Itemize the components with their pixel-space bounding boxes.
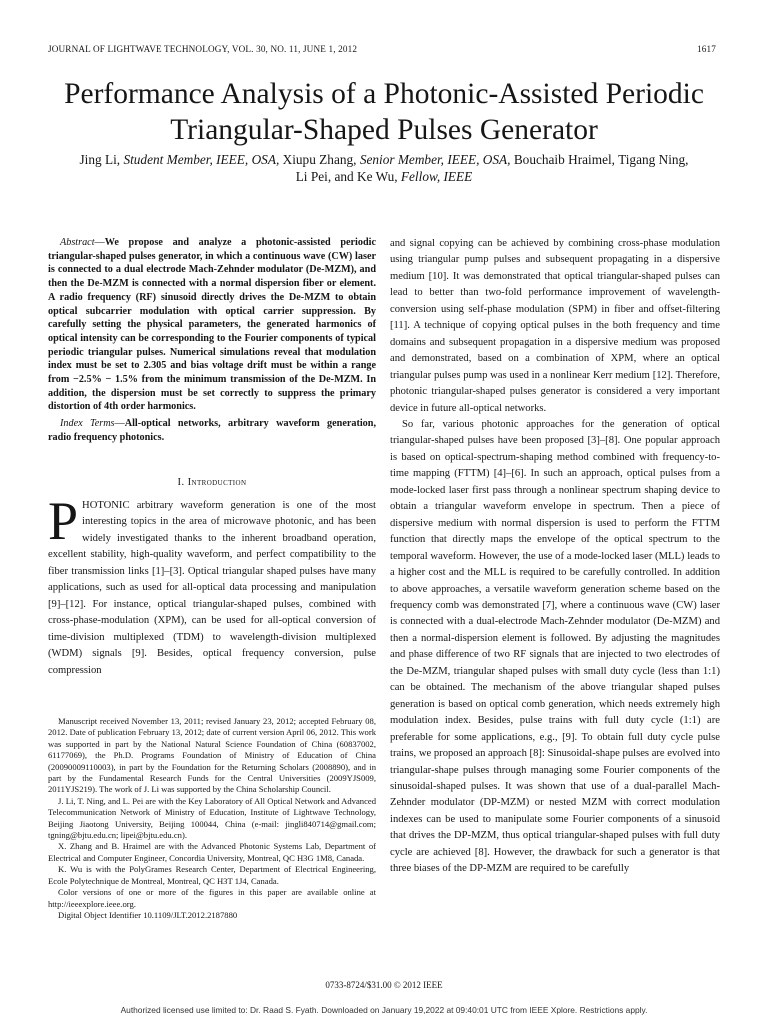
section-heading-introduction: I. Introduction <box>177 476 247 488</box>
copyright-line: 0733-8724/$31.00 © 2012 IEEE <box>325 980 443 990</box>
author-name: Jing Li, <box>79 152 121 167</box>
abstract-label: Abstract — <box>60 237 105 248</box>
author-name: Li Pei, and Ke Wu, <box>295 168 398 184</box>
body-paragraph: So far, various photonic approaches for the generation of optical triangular-shaped pulses have been proposed [3]–[8]. One popular approach is based on optical-spectrum-shaping method combined with frequency-to-time mapping (FTTM) [4]–[6]. In such an approach, optical pulses from a mode-locked laser first pass through a nonlinear spectrum shaping device to obtain a triangular waveform envelope in spectrum. Then a piece of dispersive medium with normal dispersion is used to perform the FTTM function that directly maps the envelope of the optical spectrum to the temporal waveform. However, the use of a mode-locked laser (MLL) leads to a higher cost and the MLL is required to be carefully controlled. In addition to above approaches, a versatile waveform generation scheme based on the frequency comb was demonstrated [7], where a continuous wave (CW) laser is connected with a dual-electrode Mach-Zehnder modulator (De-MZM) and then a normal-dispersion element is followed. By adjusting the magnitudes and phase difference of two RF signals that are injected to two electrodes of the De-MZM, triangular shaped pulses with small duty cycle (less than 1:1) can be obtained. The mechanism of the above triangular shaped pulses generation is based on optical comb generation, which needs extremely high modulation index. Besides, pulse trains with full duty cycle (1:1) are preferable for some applications, e.g., [9]. To obtain full duty cycle pulse trains, we proposed an approach [8]: Sinusoidal-shape pulses are evolved into triangular-shape pulses through managing some Fourier components of the sinusoidal-shaped pulses. It was shown that use of a dual-parallel Mach-Zehnder modulator (DP-MZM) or nested MZM with correct modulation indexes can be used to manipulate some Fourier components of a sinusoid that drives the DP-MZM, thus optical triangular-shaped pulses with full duty cycle are achieved [8]. However, the drawback for such a generator is that three biases of the DP-MZM are required to be carefully <box>390 418 720 875</box>
journal-header: JOURNAL OF LIGHTWAVE TECHNOLOGY, VOL. 30, NO. 11, JUNE 1, 2012 <box>48 44 358 54</box>
right-column <box>390 236 720 878</box>
index-terms-label: Index Terms — <box>60 418 125 429</box>
author-name: Xiupu Zhang, <box>282 152 357 167</box>
drop-cap: P <box>48 491 79 551</box>
running-header <box>48 44 716 54</box>
left-column <box>48 236 376 679</box>
footnote-doi: Digital Object Identifier 10.1109/JLT.2012.2187880 <box>58 909 238 920</box>
footnote-manuscript: Manuscript received November 13, 2011; revised January 23, 2012; accepted February 08, 2012. Date of publication February 13, 2012; date of current version April 06, 2012. This work was supported in part by the National Natural Science Foundation of China (60837002, 61177069), the Ph.D. Programs Foundation of Ministry of Education of China (20090009110003), in part by the Foundation for the Returning Scholars (2008890), and in part by the Fundamental Research Funds for the Central Universities (2009YJS009, 2011YJS219). The work of J. Li was supported by the China Scholarship Council. <box>48 716 376 795</box>
author-list <box>44 152 724 185</box>
license-notice: Authorized licensed use limited to: Dr. Raad S. Fyath. Downloaded on January 19,2022 at 09:40:01 UTC from IEEE Xplore. Restrictions apply. <box>120 1005 648 1015</box>
author-affiliation-role: Senior Member, IEEE, OSA, <box>359 152 511 167</box>
footnotes <box>48 716 376 921</box>
index-terms <box>48 417 376 444</box>
author-affiliation-role: Student Member, IEEE, OSA, <box>123 152 280 167</box>
lead-small-caps: HOTONIC <box>82 500 130 511</box>
intro-paragraph-text: arbitrary waveform generation is one of the most interesting topics in the area of microwave photonic, and has been widely investigated thanks to the inherent broadband operation, excellent stability, high-quality waveform, and perfect compatibility to the fiber transmission links [1]–[3]. Optical triangular shaped pulses have many applications, such as used for all-optical data processing and manipulation [9]–[12]. For instance, optical triangular-shaped pulses, combined with cross-phase-modulation (XPM), can be used for all-optical conversion of time-division multiplexed (TDM) to wavelength-division multiplexed (WDM) signals [9]. Besides, optical frequency conversion, pulse compression <box>48 500 376 676</box>
index-terms-text: All-optical networks, arbitrary waveform generation, radio frequency photonics. <box>48 418 376 443</box>
abstract-text: We propose and analyze a photonic-assisted periodic triangular-shaped pulses generator, in which a continuous wave (CW) laser is connected to a dual electrode Mach-Zehnder modulator (De-MZM), and then the De-MZM is connected with a normal dispersion fiber or element. A radio frequency (RF) sinusoid directly drives the De-MZM to obtain optical subcarrier modulation with optical carrier suppression. By carefully setting the physical parameters, the generated harmonics of optical intensity can be corresponding to the Fourier components of typical periodic triangular pulses. Numerical simulations reveal that modulation index must be set to 2.305 and bias voltage drift must be within a range from −2.5% − 1.5% from the minimum transmission of the De-MZM. In addition, the dispersion must be set correctly to suppress the primary distortion of 4th order harmonics. <box>48 237 376 413</box>
intro-paragraph <box>48 491 376 679</box>
footnote-affiliation: X. Zhang and B. Hraimel are with the Advanced Photonic Systems Lab, Department of Electrical and Computer Engineer, Concordia University, Montreal, QC H3G 1M8, Canada. <box>48 841 376 863</box>
page-number: 1617 <box>697 44 716 54</box>
footnote-color-note: Color versions of one or more of the figures in this paper are available online at http://ieeexplore.ieee.org. <box>48 887 376 909</box>
abstract <box>48 236 376 414</box>
footnote-affiliation: J. Li, T. Ning, and L. Pei are with the Key Laboratory of All Optical Network and Advanced Telecommunication Network of Ministry of Education, Institute of Lightwave Technology, Beijing Jiaotong University, Beijing 100044, China (e-mail: jingli840714@gmail.com; tgning@bjtu.edu.cn; lipei@bjtu.edu.cn). <box>48 795 376 841</box>
author-name: Bouchaib Hraimel, Tigang Ning, <box>513 152 689 167</box>
paper-title: Performance Analysis of a Photonic-Assisted Periodic Triangular-Shaped Pulses Generator <box>64 78 704 146</box>
footnote-affiliation: K. Wu is with the PolyGrames Research Center, Department of Electrical Engineering, Ecole Polytechnique de Montreal, Montreal, QC H3T 1J4, Canada. <box>48 864 376 886</box>
body-paragraph: and signal copying can be achieved by combining cross-phase modulation using triangular pump pulses and subsequent propagating in a dispersive medium [10]. It was demonstrated that optical triangular-shaped pulses can lead to better than two-fold performance improvement of wavelength-conversion using self-phase modulation (SPM) in fiber and offset-filtering [11]. A technique of copying optical pulses in the both frequency and time domains and subsequent propagation in a dispersive medium was proposed and demonstrated, based on a combination of XPM, where an optical triangular pulses pump was used in a nonlinear Kerr medium [12]. Therefore, photonic triangular-shaped pulses generator is considered a very important device in future all-optical networks. <box>390 238 720 414</box>
author-affiliation-role: Fellow, IEEE <box>400 168 473 184</box>
